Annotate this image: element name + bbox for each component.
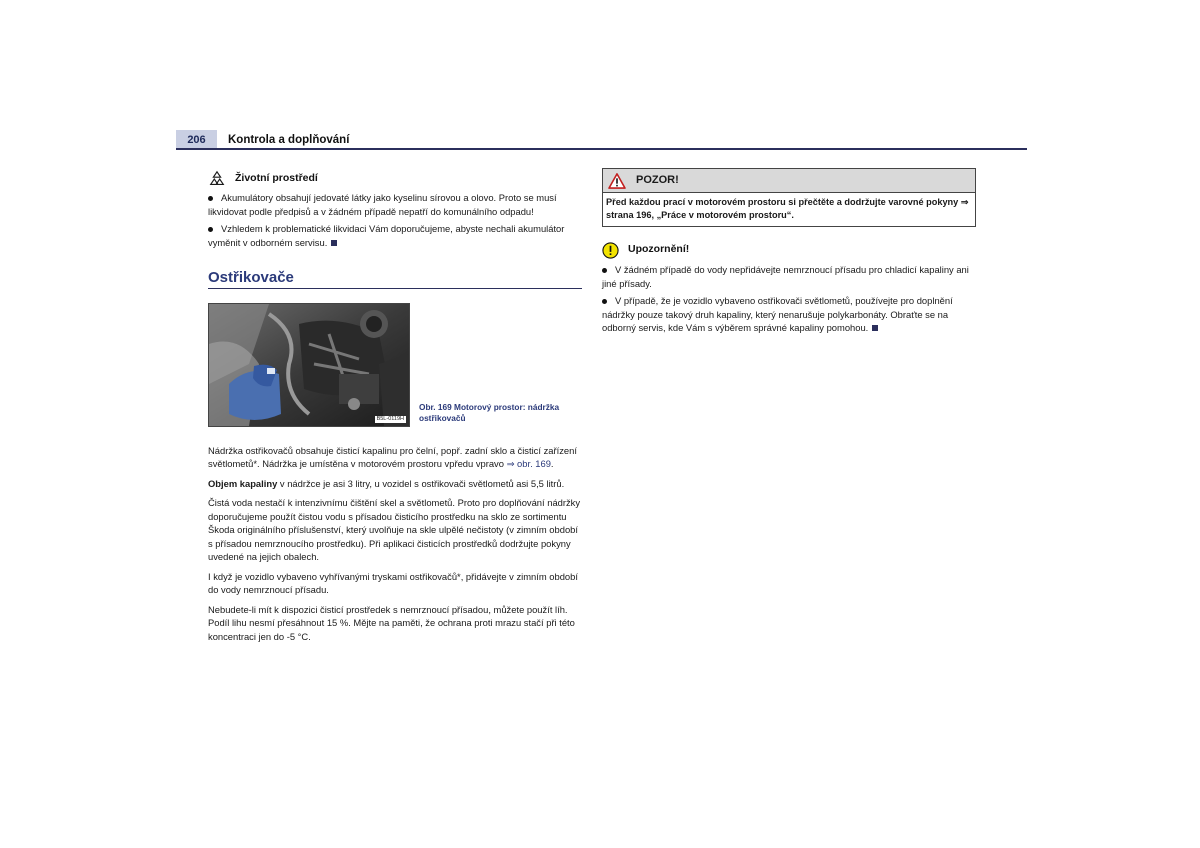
paragraph: Nádržka ostřikovačů obsahuje čisticí kapalinu pro čelní, popř. zadní sklo a čisticí zařízení světlometů*. Nádržka je umístěna v motorovém prostoru vpředu vpravo ⇒ obr. 169. bbox=[208, 444, 577, 469]
page-number: 206 bbox=[176, 130, 217, 149]
recycling-icon bbox=[208, 170, 226, 188]
warning-triangle-icon bbox=[608, 173, 626, 189]
section-heading: Ostřikovače bbox=[208, 271, 582, 289]
image-code: B5L-0119H bbox=[376, 415, 404, 422]
note-title: Upozornění! bbox=[628, 243, 690, 256]
page-header bbox=[176, 130, 1027, 149]
end-of-section-icon bbox=[872, 325, 878, 331]
figure bbox=[208, 303, 582, 427]
bullet-icon bbox=[208, 196, 213, 201]
paragraph: I když je vozidlo vybaveno vyhřívanými tryskami ostřikovačů*, přidávejte v zimním období do vody nemrznoucí přísadu. bbox=[208, 570, 578, 595]
exclamation-circle-icon bbox=[602, 242, 619, 259]
figure-reference-link[interactable]: ⇒ obr. 169 bbox=[506, 458, 551, 469]
paragraph: Čistá voda nestačí k intenzivnímu čištění skel a světlometů. Proto pro doplňování nádržky doporučujeme použít čistou vodu s přísadou čisticího prostředku na sklo ze sortimentu Škoda originálního příslušenství, který uvolňuje na skle ulpělé nečistoty (v zimním období s přísadou nemrznoucího prostředku). Při aplikaci čisticích prostředků dodržujte pokyny uvedené na jejich obalech. bbox=[208, 497, 581, 562]
bold-term: Objem kapaliny bbox=[208, 477, 278, 489]
note-heading bbox=[602, 240, 976, 260]
paragraph: Objem kapaliny v nádržce je asi 3 litry, u vozidel s ostřikovači světlometů asi 5,5 litrů. bbox=[208, 477, 565, 489]
caution-title: POZOR! bbox=[636, 173, 679, 186]
list-item: Vzhledem k problematické likvidaci Vám doporučujeme, abyste nechali akumulátor vyměnit v odborném servisu. bbox=[208, 223, 565, 248]
chapter-title: Kontrola a doplňování bbox=[228, 134, 350, 146]
list-item: V žádném případě do vody nepřidávejte nemrznoucí přísadu pro chladicí kapaliny ani jiné přísady. bbox=[602, 264, 969, 289]
figure-caption: Obr. 169 Motorový prostor: nádržka ostřikovačů bbox=[419, 401, 560, 423]
left-column bbox=[208, 168, 582, 649]
engine-bay-illustration bbox=[209, 304, 409, 426]
engine-bay-photo bbox=[208, 303, 410, 427]
list-item: V případě, že je vozidlo vybaveno ostřikovači světlometů, používejte pro doplnění nádržky pouze takový druh kapaliny, který nenarušuje polykarbonáty. Obraťte se na odborný servis, kde Vám s výběrem správné kapaliny pomohou. bbox=[602, 295, 953, 333]
environment-title: Životní prostředí bbox=[235, 172, 318, 185]
right-column bbox=[602, 168, 976, 339]
list-item: Akumulátory obsahují jedovaté látky jako kyselinu sírovou a olovo. Proto se musí likvidovat podle předpisů a v žádném případě nepatří do komunálního odpadu! bbox=[208, 192, 557, 217]
bullet-icon bbox=[208, 227, 213, 232]
bullet-icon bbox=[602, 299, 607, 304]
caution-text: Před každou prací v motorovém prostoru si přečtěte a dodržujte varovné pokyny ⇒ strana 196, „Práce v motorovém prostoru“. bbox=[606, 197, 969, 220]
environment-heading bbox=[208, 168, 582, 190]
end-of-section-icon bbox=[331, 240, 337, 246]
header-divider bbox=[176, 148, 1027, 150]
bullet-icon bbox=[602, 268, 607, 273]
paragraph: Nebudete-li mít k dispozici čisticí prostředek s nemrznoucí přísadou, můžete použít líh. Podíl lihu nesmí přesáhnout 15 %. Mějte na paměti, že ochrana proti mrazu stačí při této koncentraci jen do -5 °C. bbox=[208, 603, 575, 642]
caution-box bbox=[602, 168, 976, 227]
caution-header bbox=[603, 169, 975, 193]
